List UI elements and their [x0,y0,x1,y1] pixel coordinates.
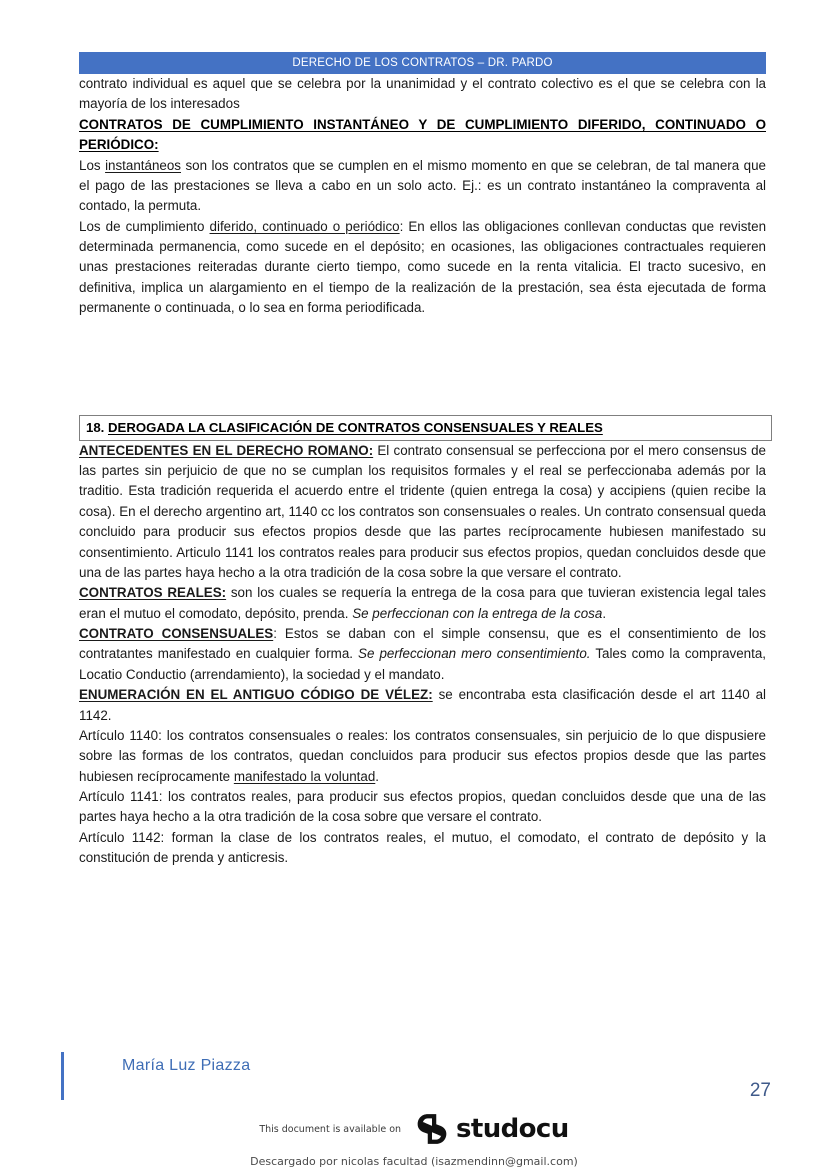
articulo-1140-tail: . [375,768,380,784]
contrato-consensuales-italic: Se perfeccionan mero consentimiento. [358,646,591,662]
contrato-consensuales-text: : Estos se daban con el simple consensu, que es el consentimiento de los contratantes manifestado en cualquier forma. [79,626,766,662]
author-signature-block [61,1050,771,1102]
intro-paragraph: contrato individual es aquel que se celebra por la unanimidad y el contrato colectivo es el que se celebra con la mayoría de los interesados [79,76,766,112]
studocu-availability-text: This document is available on [259,1123,402,1135]
paragraph-contratos-reales [79,583,766,624]
paragraph-articulo-1142: Artículo 1142: forman la clase de los contratos reales, el mutuo, el comodato, el contrato de depósito y la constitución de prenda y anticresis. [79,829,766,866]
section-heading-cumplimiento: CONTRATOS DE CUMPLIMIENTO INSTANTÁNEO Y DE CUMPLIMIENTO DIFERIDO, CONTINUADO O PERIÓDICO: [79,116,766,153]
instantaneos-rest: son los contratos que se cumplen en el mismo momento en que se celebran, de tal manera que el pago de las prestaciones se lleva a cabo en un solo acto. Ej.: es un contrato instantáneo la compraventa al contado, la permuta. [79,157,766,214]
page-number: 27 [749,1080,771,1101]
contrato-consensuales-heading: CONTRATO CONSENSUALES [79,626,274,642]
boxed-section-title-18 [79,415,772,441]
download-attribution-line: Descargado por nicolas facultad (isazmendinn@gmail.com) [250,1155,578,1168]
articulo-1140-underlined: manifestado la voluntad [233,768,376,784]
contratos-reales-text: son los cuales se requería la entrega de la cosa para que tuvieran existencia legal tales eran el mutuo el comodato, depósito, prenda. [79,585,766,621]
antecedentes-text: El contrato consensual se perfecciona por el mero consensus de las partes sin perjuicio de que no se cumplan los requisitos formales y el real se perfeccionaba además por la traditio. Esta tradición requerida el acuerdo entre el tridente (quien entrega la cosa) y accipiens (quien recibe la cosa). En el derecho argentino art, 1140 cc los contratos son consensuales o reales. Un contrato consensual queda concluido para producir sus efectos propios desde que las partes recíprocamente hubiesen manifestado su consentimiento. Articulo 1141 los contratos reales para producir sus efectos propios, quedan concluidos desde que una de las partes haya hecho a la otra tradición de la cosa sobre la que versare el contrato. [79,442,766,580]
vertical-spacer [79,319,766,415]
instantaneos-underlined-term: instantáneos [105,157,181,173]
contratos-reales-italic: Se perfeccionan con la entrega de la cosa [352,605,603,621]
enumeracion-text: se encontraba esta clasificación desde el art 1140 al 1142. [79,687,766,723]
antecedentes-heading: ANTECEDENTES EN EL DERECHO ROMANO: [79,442,374,458]
contrato-consensuales-tail: Tales como la compraventa, Locatio Conductio (arrendamiento), la sociedad y el mandato. [79,646,766,682]
studocu-brand[interactable] [415,1112,569,1146]
diferido-rest: : En ellos las obligaciones conllevan conductas que revisten determinada permanencia, como sucede en el depósito; en ocasiones, las obligaciones contractuales requieren unas prestaciones reiteradas durante cierto tiempo, como sucede en la renta vitalicia. El tracto sucesivo, en definitiva, implica un alargamiento en el tiempo de la realización de la prestación, sea ésta ejecutada de forma permanente o continuada, o lo sea en forma periodificada. [79,218,767,316]
studocu-logo-icon [415,1112,449,1146]
paragraph-diferido [79,217,766,319]
contratos-reales-heading: CONTRATOS REALES: [79,585,227,601]
signature-accent-bar [61,1052,64,1100]
studocu-branding-row [0,1112,828,1146]
paragraph-enumeracion-velez [79,685,766,726]
articulo-1140-text: Artículo 1140: los contratos consensuales o reales: los contratos consensuales, sin perjuicio de lo que dispusiere sobre las formas de los contratos, quedan concluidos para producir sus efectos propios desde que las partes hubiesen recíprocamente [79,727,766,784]
page-content [79,52,766,869]
enumeracion-heading: ENUMERACIÓN EN EL ANTIGUO CÓDIGO DE VÉLEZ: [79,687,433,703]
paragraph-instantaneos [79,156,766,217]
paragraph-articulo-1141: Artículo 1141: los contratos reales, para producir sus efectos propios, quedan concluidos desde que una de las partes haya hecho a la otra tradición de la cosa sobre que versare el contrato. [79,789,766,825]
running-header-bar [79,52,766,74]
studocu-footer [0,1112,828,1168]
diferido-lead: Los de cumplimiento [79,218,210,234]
diferido-underlined-term: diferido, continuado o periódico [209,218,400,234]
instantaneos-lead: Los [79,157,106,173]
contratos-reales-tail: . [602,605,607,621]
paragraph-antecedentes-romano [79,441,766,584]
boxed-title-text: DEROGADA LA CLASIFICACIÓN DE CONTRATOS CONSENSUALES Y REALES [108,419,603,435]
boxed-title-number: 18. [86,419,108,435]
studocu-wordmark: studocu [456,1114,569,1144]
author-name: María Luz Piazza [122,1057,251,1074]
paragraph-contrato-consensuales [79,624,766,685]
paragraph-articulo-1140 [79,726,766,787]
running-header-title: DERECHO DE LOS CONTRATOS – DR. PARDO [292,57,553,69]
